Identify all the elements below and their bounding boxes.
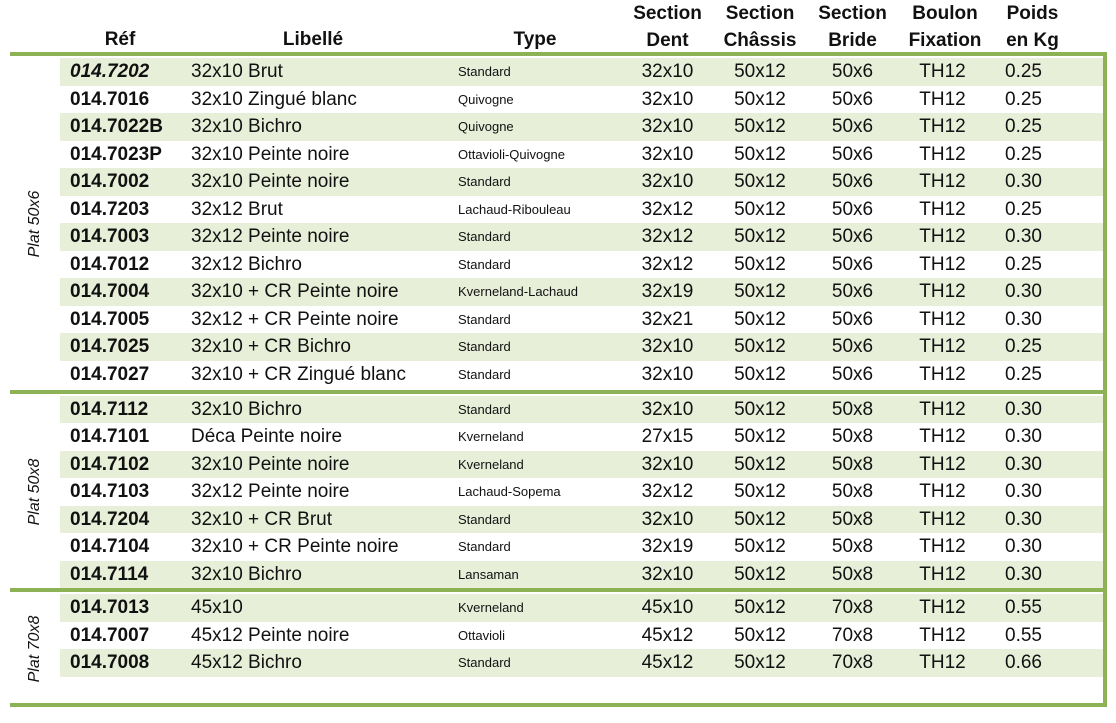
cell-poids: 0.30 — [1005, 398, 1042, 420]
table-row — [60, 223, 1103, 251]
cell-libelle: 32x10 Peinte noire — [191, 171, 350, 192]
cell-chassis: 50x12 — [734, 226, 786, 247]
cell-libelle: 32x12 Brut — [191, 198, 283, 220]
cell-poids: 0.25 — [1005, 363, 1042, 385]
cell-dent: 27x15 — [641, 426, 694, 447]
group-label-text: Plat 50x8 — [26, 458, 43, 526]
cell-boulon: TH12 — [919, 597, 966, 618]
cell-ref: 014.7022B — [70, 116, 163, 137]
cell-dent: 32x10 — [641, 88, 694, 110]
cell-type: Standard — [458, 64, 511, 79]
cell-type: Kverneland — [458, 429, 524, 444]
cell-boulon: TH12 — [919, 363, 966, 385]
table-header — [0, 0, 1116, 52]
cell-bride: 70x8 — [831, 652, 874, 673]
cell-ref: 014.7008 — [70, 652, 150, 673]
cell-boulon: TH12 — [919, 426, 966, 447]
header-bride-line1: Section — [818, 3, 887, 24]
cell-chassis: 50x12 — [734, 597, 786, 618]
cell-type: Lachaud-Ribouleau — [458, 201, 571, 217]
cell-dent: 32x10 — [641, 563, 694, 585]
cell-ref: 014.7023P — [70, 143, 162, 165]
header-chassis — [715, 0, 805, 54]
cell-chassis: 50x12 — [734, 253, 786, 275]
cell-libelle: 45x12 Peinte noire — [191, 624, 350, 646]
cell-boulon: TH12 — [919, 398, 966, 420]
cell-boulon: TH12 — [919, 336, 966, 357]
cell-poids: 0.30 — [1005, 563, 1042, 585]
header-chassis-line2: Châssis — [723, 30, 797, 51]
cell-poids: 0.30 — [1005, 536, 1042, 557]
cell-libelle: 32x10 + CR Peinte noire — [191, 536, 399, 557]
cell-bride: 50x8 — [831, 426, 874, 447]
cell-type: Lansaman — [458, 566, 519, 582]
cell-chassis: 50x12 — [734, 426, 786, 447]
cell-bride: 50x8 — [831, 563, 874, 585]
table-row — [60, 278, 1103, 306]
cell-type: Standard — [458, 366, 511, 382]
header-dent — [625, 0, 710, 54]
cell-poids: 0.30 — [1005, 308, 1042, 330]
cell-chassis: 50x12 — [734, 88, 786, 110]
cell-chassis: 50x12 — [734, 508, 786, 530]
header-dent-line1: Section — [633, 3, 702, 24]
cell-chassis: 50x12 — [734, 398, 786, 420]
cell-libelle: 32x10 + CR Zingué blanc — [191, 363, 406, 385]
cell-libelle: 32x12 Bichro — [191, 253, 302, 275]
table-row — [60, 58, 1103, 86]
group-label-text: Plat 50x6 — [26, 190, 43, 258]
cell-ref: 014.7027 — [70, 363, 150, 385]
group-label — [10, 58, 60, 390]
cell-type: Standard — [458, 339, 511, 354]
separator-line — [10, 588, 1107, 592]
cell-libelle: 32x10 Peinte noire — [191, 453, 350, 475]
header-libelle: Libellé — [282, 29, 344, 50]
cell-boulon: TH12 — [919, 226, 966, 247]
cell-libelle: 32x10 Bichro — [191, 398, 302, 420]
cell-chassis: 50x12 — [734, 481, 786, 502]
table-row — [60, 86, 1103, 114]
cell-ref: 014.7005 — [70, 308, 150, 330]
cell-ref: 014.7025 — [70, 336, 150, 357]
table-row — [60, 561, 1103, 589]
table-row — [60, 478, 1103, 506]
header-boulon-line2: Fixation — [908, 30, 982, 51]
header-poids-line2: en Kg — [1006, 30, 1059, 51]
table-row — [60, 649, 1103, 677]
cell-type: Kverneland-Lachaud — [458, 284, 578, 299]
cell-dent: 32x10 — [641, 453, 694, 475]
cell-boulon: TH12 — [919, 481, 966, 502]
cell-libelle: 32x12 + CR Peinte noire — [191, 308, 399, 330]
header-boulon — [900, 0, 990, 54]
cell-bride: 50x8 — [831, 481, 874, 502]
cell-boulon: TH12 — [919, 171, 966, 192]
cell-bride: 70x8 — [831, 624, 874, 646]
cell-poids: 0.30 — [1005, 281, 1042, 302]
cell-poids: 0.55 — [1005, 597, 1042, 618]
table-row — [60, 533, 1103, 561]
cell-poids: 0.30 — [1005, 426, 1042, 447]
cell-boulon: TH12 — [919, 198, 966, 220]
cell-boulon: TH12 — [919, 536, 966, 557]
cell-libelle: 32x12 Peinte noire — [191, 481, 350, 502]
cell-poids: 0.25 — [1005, 198, 1042, 220]
cell-poids: 0.30 — [1005, 481, 1042, 502]
cell-ref: 014.7004 — [70, 281, 150, 302]
cell-ref: 014.7003 — [70, 226, 150, 247]
cell-ref: 014.7204 — [70, 508, 150, 530]
cell-dent: 32x10 — [641, 171, 694, 192]
cell-type: Standard — [458, 229, 511, 244]
header-dent-line2: Dent — [646, 30, 689, 51]
cell-type: Ottavioli — [458, 627, 505, 643]
cell-chassis: 50x12 — [734, 116, 786, 137]
table-row — [60, 113, 1103, 141]
header-boulon-line1: Boulon — [912, 3, 978, 24]
cell-libelle: Déca Peinte noire — [191, 426, 343, 447]
cell-dent: 32x10 — [641, 143, 694, 165]
cell-chassis: 50x12 — [734, 363, 786, 385]
cell-bride: 50x6 — [831, 253, 874, 275]
cell-libelle: 32x10 Bichro — [191, 563, 302, 585]
cell-ref: 014.7112 — [70, 398, 149, 420]
cell-dent: 32x10 — [641, 336, 694, 357]
cell-boulon: TH12 — [919, 308, 966, 330]
cell-type: Quivogne — [458, 119, 514, 134]
cell-poids: 0.30 — [1005, 226, 1042, 247]
cell-poids: 0.30 — [1005, 453, 1042, 475]
table-row — [60, 361, 1103, 389]
cell-ref: 014.7101 — [70, 426, 150, 447]
cell-bride: 50x6 — [831, 226, 874, 247]
cell-boulon: TH12 — [919, 508, 966, 530]
cell-bride: 50x6 — [831, 61, 874, 82]
cell-dent: 32x19 — [641, 281, 694, 302]
cell-dent — [625, 677, 710, 705]
table-row — [60, 506, 1103, 534]
cell-libelle: 32x10 Peinte noire — [191, 143, 350, 165]
cell-bride: 50x8 — [831, 536, 874, 557]
cell-type: Standard — [458, 401, 511, 417]
cell-libelle: 45x12 Bichro — [191, 652, 302, 673]
cell-bride: 50x8 — [831, 398, 874, 420]
cell-boulon: TH12 — [919, 624, 966, 646]
cell-dent: 32x19 — [641, 536, 694, 557]
table-row — [60, 594, 1103, 622]
table-row — [60, 677, 1103, 705]
cell-boulon: TH12 — [919, 116, 966, 137]
cell-dent: 45x12 — [641, 624, 694, 646]
cell-bride: 50x8 — [831, 508, 874, 530]
cell-dent: 32x21 — [641, 308, 694, 330]
cell-dent: 32x10 — [641, 61, 694, 82]
cell-chassis: 50x12 — [734, 336, 786, 357]
cell-type: Quivogne — [458, 91, 514, 107]
cell-ref: 014.7202 — [70, 61, 150, 82]
cell-poids: 0.25 — [1005, 336, 1042, 357]
cell-bride: 50x6 — [831, 88, 874, 110]
cell-ref: 014.7013 — [70, 597, 150, 618]
cell-libelle: 32x10 Brut — [191, 61, 283, 82]
table-row — [60, 196, 1103, 224]
table-row — [60, 396, 1103, 424]
table-row — [60, 622, 1103, 650]
cell-bride: 50x6 — [831, 143, 874, 165]
group-label-text: Plat 70x8 — [26, 615, 43, 682]
cell-boulon: TH12 — [919, 652, 966, 673]
cell-chassis: 50x12 — [734, 198, 786, 220]
separator-line — [10, 390, 1107, 394]
cell-type: Standard — [458, 174, 511, 189]
cell-libelle: 32x10 + CR Brut — [191, 508, 332, 530]
right-border — [1103, 52, 1107, 707]
cell-dent: 32x10 — [641, 508, 694, 530]
cell-bride: 50x6 — [831, 308, 874, 330]
cell-chassis — [715, 677, 805, 705]
cell-poids: 0.66 — [1005, 652, 1042, 673]
cell-bride: 50x6 — [831, 171, 874, 192]
cell-ref: 014.7104 — [70, 536, 150, 557]
header-type: Type — [513, 29, 557, 50]
cell-bride: 50x6 — [831, 198, 874, 220]
cell-dent: 32x12 — [641, 253, 694, 275]
cell-ref: 014.7203 — [70, 198, 150, 220]
cell-poids: 0.25 — [1005, 143, 1042, 165]
table-row — [60, 451, 1103, 479]
cell-type: Kverneland — [458, 456, 524, 472]
cell-libelle: 32x10 + CR Peinte noire — [191, 281, 399, 302]
cell-chassis: 50x12 — [734, 61, 786, 82]
cell-boulon: TH12 — [919, 563, 966, 585]
separator-line — [10, 52, 1107, 56]
cell-chassis: 50x12 — [734, 453, 786, 475]
cell-ref: 014.7002 — [70, 171, 150, 192]
cell-dent: 32x12 — [641, 481, 694, 502]
cell-poids: 0.55 — [1005, 624, 1042, 646]
cell-chassis: 50x12 — [734, 652, 786, 673]
cell-ref: 014.7102 — [70, 453, 150, 475]
header-ref: Réf — [104, 29, 136, 50]
header-bride-line2: Bride — [828, 30, 877, 51]
cell-bride: 50x6 — [831, 116, 874, 137]
cell-chassis: 50x12 — [734, 624, 786, 646]
cell-chassis: 50x12 — [734, 281, 786, 302]
cell-ref: 014.7007 — [70, 624, 150, 646]
cell-dent: 32x10 — [641, 363, 694, 385]
cell-dent: 32x10 — [641, 116, 694, 137]
cell-type: Lachaud-Sopema — [458, 484, 561, 499]
table-row — [60, 423, 1103, 451]
cell-chassis: 50x12 — [734, 563, 786, 585]
cell-boulon: TH12 — [919, 253, 966, 275]
cell-boulon: TH12 — [919, 281, 966, 302]
cell-chassis: 50x12 — [734, 536, 786, 557]
cell-chassis: 50x12 — [734, 308, 786, 330]
cell-type: Standard — [458, 311, 511, 327]
header-bride — [810, 0, 895, 54]
cell-libelle: 32x10 + CR Bichro — [191, 336, 351, 357]
cell-type: Kverneland — [458, 600, 524, 615]
header-poids — [995, 0, 1070, 54]
cell-type: Ottavioli-Quivogne — [458, 146, 565, 162]
cell-chassis: 50x12 — [734, 143, 786, 165]
cell-type: Standard — [458, 511, 511, 527]
cell-poids: 0.25 — [1005, 61, 1042, 82]
cell-type: Standard — [458, 655, 511, 670]
separator-line — [10, 703, 1107, 707]
cell-dent: 45x12 — [641, 652, 694, 673]
cell-boulon: TH12 — [919, 61, 966, 82]
cell-ref: 014.7114 — [70, 563, 149, 585]
table-row — [60, 141, 1103, 169]
cell-dent: 45x10 — [641, 597, 694, 618]
cell-bride: 50x8 — [831, 453, 874, 475]
cell-poids: 0.25 — [1005, 253, 1042, 275]
table-row — [60, 168, 1103, 196]
cell-poids: 0.25 — [1005, 116, 1042, 137]
cell-type: Standard — [458, 256, 511, 272]
cell-ref: 014.7012 — [70, 253, 150, 275]
cell-dent: 32x12 — [641, 226, 694, 247]
cell-poids: 0.25 — [1005, 88, 1042, 110]
header-chassis-line1: Section — [725, 3, 795, 24]
cell-ref: 014.7016 — [70, 88, 150, 110]
table-row — [60, 333, 1103, 361]
cell-dent: 32x12 — [641, 198, 694, 220]
cell-bride: 70x8 — [831, 597, 874, 618]
cell-boulon: TH12 — [919, 453, 966, 475]
cell-boulon — [900, 677, 985, 705]
cell-bride: 50x6 — [831, 336, 874, 357]
cell-bride — [810, 677, 895, 705]
cell-libelle: 45x10 — [191, 597, 243, 618]
cell-chassis: 50x12 — [734, 171, 786, 192]
cell-libelle: 32x10 Zingué blanc — [191, 88, 357, 110]
cell-libelle: 32x12 Peinte noire — [191, 226, 350, 247]
group-label — [10, 396, 60, 589]
cell-bride: 50x6 — [831, 281, 874, 302]
cell-dent: 32x10 — [641, 398, 694, 420]
cell-libelle: 32x10 Bichro — [191, 116, 302, 137]
table-row — [60, 306, 1103, 334]
cell-poids: 0.30 — [1005, 508, 1042, 530]
header-poids-line1: Poids — [1006, 3, 1059, 24]
cell-poids: 0.30 — [1005, 171, 1042, 192]
cell-boulon: TH12 — [919, 88, 966, 110]
table-row — [60, 251, 1103, 279]
cell-type: Standard — [458, 539, 511, 554]
group-label — [10, 594, 60, 703]
cell-bride: 50x6 — [831, 363, 874, 385]
cell-ref: 014.7103 — [70, 481, 150, 502]
cell-boulon: TH12 — [919, 143, 966, 165]
